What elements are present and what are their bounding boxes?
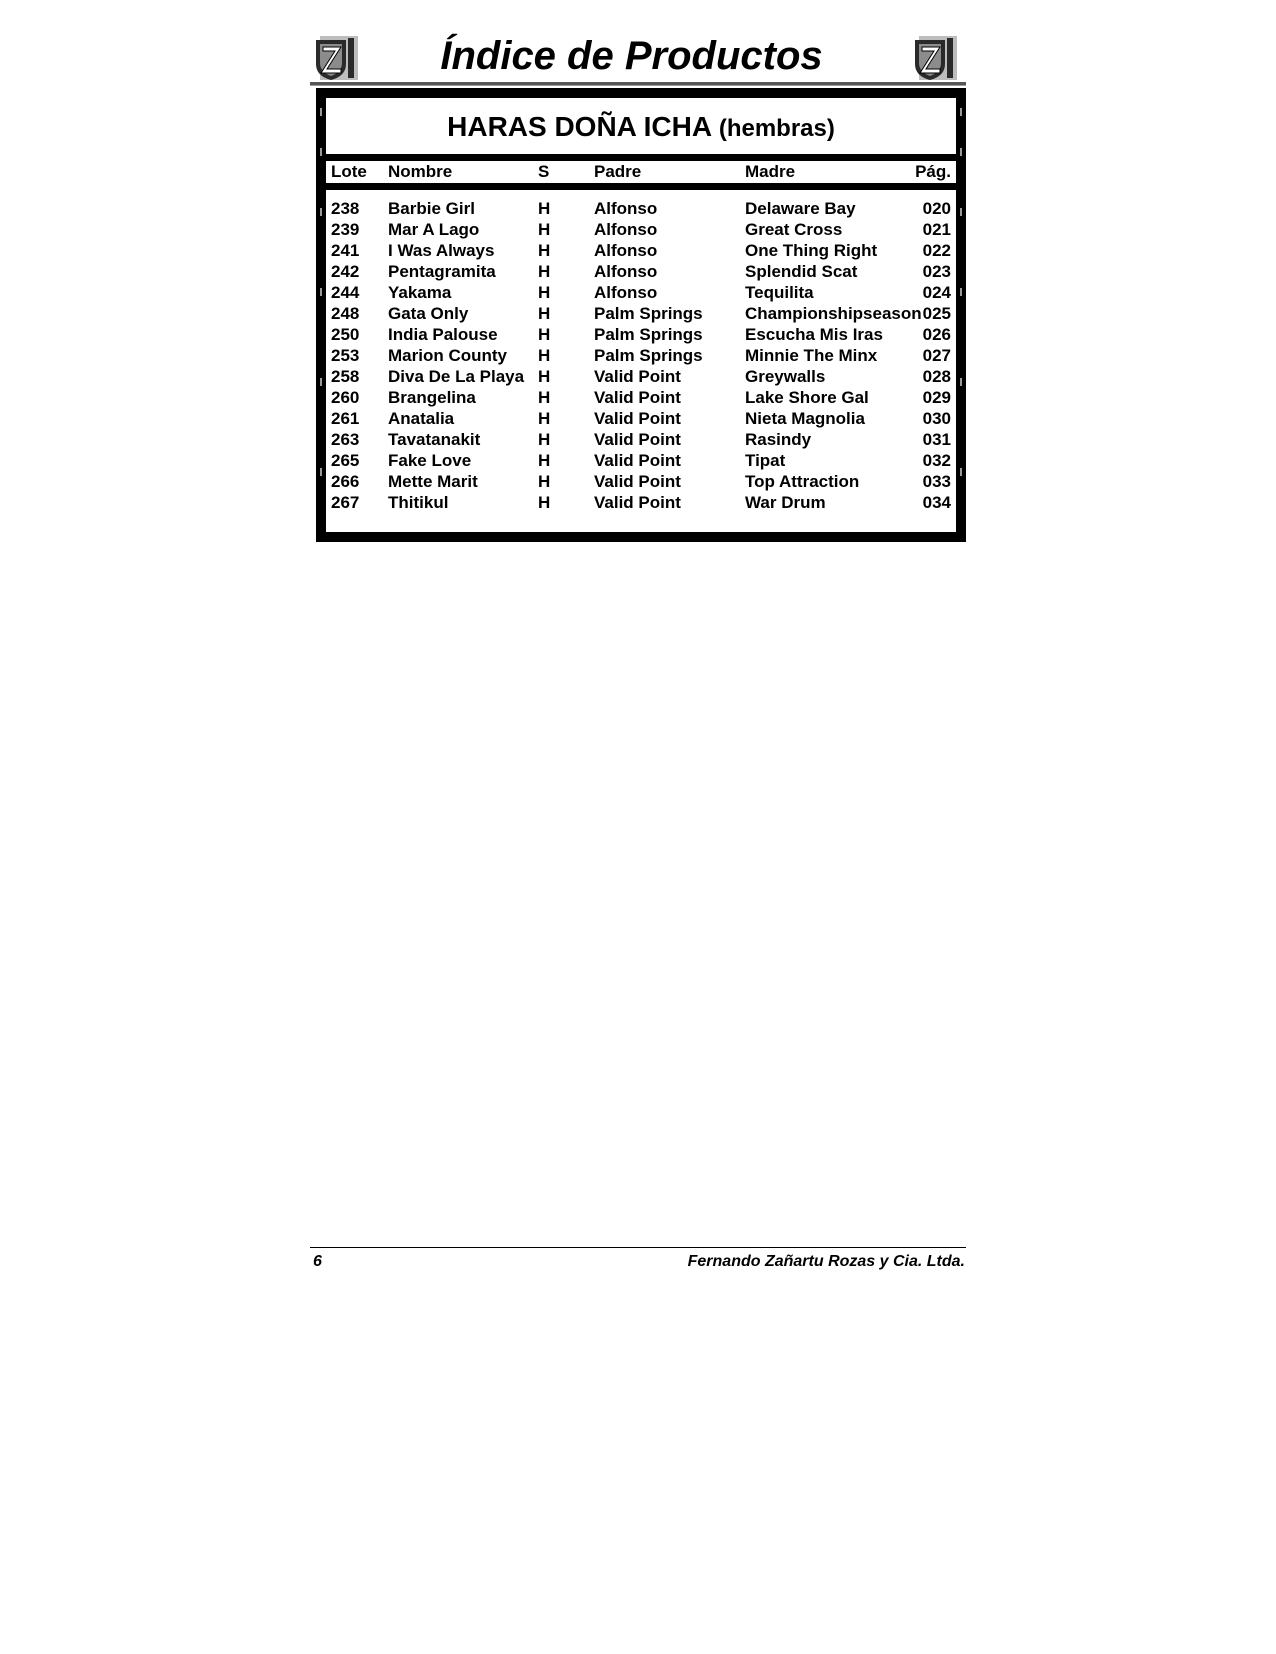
footer-company: Fernando Zañartu Rozas y Cia. Ltda.: [687, 1253, 965, 1270]
cell-lote: 241: [331, 241, 360, 260]
cell-lote: 260: [331, 388, 360, 407]
border-decoration: [960, 468, 962, 476]
cell-padre: Valid Point: [594, 430, 681, 449]
cell-madre: Splendid Scat: [745, 262, 858, 281]
cell-nombre: Mar A Lago: [388, 220, 480, 239]
cell-pagina: 025: [922, 304, 951, 323]
cell-nombre: Tavatanakit: [388, 430, 481, 449]
table-row: [326, 471, 956, 492]
col-header-madre: Madre: [745, 162, 796, 181]
cell-nombre: Yakama: [388, 283, 452, 302]
index-box: [316, 88, 966, 542]
cell-nombre: Mette Marit: [388, 472, 478, 491]
cell-padre: Valid Point: [594, 451, 681, 470]
cell-sexo: H: [538, 388, 551, 407]
cell-nombre: Thitikul: [388, 493, 449, 512]
table-row: [326, 450, 956, 471]
cell-sexo: H: [538, 220, 551, 239]
cell-madre: Lake Shore Gal: [745, 388, 869, 407]
cell-sexo: H: [538, 241, 551, 260]
cell-padre: Palm Springs: [594, 304, 703, 323]
cell-nombre: Marion County: [388, 346, 507, 365]
cell-pagina: 030: [922, 409, 951, 428]
column-header-row: [326, 161, 956, 183]
cell-nombre: Gata Only: [388, 304, 469, 323]
cell-lote: 267: [331, 493, 360, 512]
cell-padre: Alfonso: [594, 283, 658, 302]
table-row: [326, 303, 956, 324]
cell-padre: Valid Point: [594, 409, 681, 428]
cell-madre: Rasindy: [745, 430, 812, 449]
col-header-sexo: S: [538, 162, 550, 181]
cell-lote: 258: [331, 367, 360, 386]
cell-sexo: H: [538, 262, 551, 281]
cell-lote: 263: [331, 430, 360, 449]
cell-nombre: Anatalia: [388, 409, 455, 428]
border-decoration: [960, 378, 962, 386]
cell-pagina: 022: [922, 241, 951, 260]
cell-pagina: 024: [922, 283, 951, 302]
border-decoration: [960, 288, 962, 296]
table-row: [326, 240, 956, 261]
table-row: [326, 408, 956, 429]
cell-sexo: H: [538, 367, 551, 386]
cell-sexo: H: [538, 472, 551, 491]
cell-padre: Alfonso: [594, 199, 658, 218]
col-header-nombre: Nombre: [388, 162, 453, 181]
border-decoration: [960, 148, 962, 156]
cell-nombre: I Was Always: [388, 241, 495, 260]
cell-pagina: 021: [922, 220, 951, 239]
footer-rule: [310, 1247, 966, 1248]
cell-lote: 238: [331, 199, 360, 218]
cell-lote: 244: [331, 283, 360, 302]
shield-z-logo-right: [913, 34, 959, 82]
cell-lote: 266: [331, 472, 360, 491]
table-row: [326, 387, 956, 408]
cell-madre: Greywalls: [745, 367, 826, 386]
cell-padre: Valid Point: [594, 367, 681, 386]
col-header-lote: Lote: [331, 162, 367, 181]
cell-nombre: Diva De La Playa: [388, 367, 525, 386]
cell-padre: Alfonso: [594, 262, 658, 281]
border-decoration: [960, 208, 962, 216]
cell-madre: Tipat: [745, 451, 786, 470]
cell-madre: Delaware Bay: [745, 199, 856, 218]
cell-lote: 242: [331, 262, 360, 281]
border-decoration: [320, 378, 322, 386]
cell-sexo: H: [538, 493, 551, 512]
table-row: [326, 492, 956, 513]
cell-madre: Great Cross: [745, 220, 843, 239]
cell-nombre: Brangelina: [388, 388, 476, 407]
section-title-panel: [326, 98, 956, 154]
cell-madre: Minnie The Minx: [745, 346, 878, 365]
border-decoration: [320, 208, 322, 216]
table-row: [326, 198, 956, 219]
cell-madre: War Drum: [745, 493, 826, 512]
product-table-body: [326, 190, 956, 532]
cell-padre: Valid Point: [594, 388, 681, 407]
cell-nombre: Fake Love: [388, 451, 472, 470]
table-row: [326, 324, 956, 345]
border-decoration: [960, 108, 962, 116]
cell-pagina: 032: [922, 451, 951, 470]
cell-sexo: H: [538, 409, 551, 428]
cell-pagina: 033: [922, 472, 951, 491]
cell-pagina: 026: [922, 325, 951, 344]
cell-lote: 253: [331, 346, 360, 365]
cell-sexo: H: [538, 283, 551, 302]
table-row: [326, 345, 956, 366]
table-row: [326, 429, 956, 450]
table-row: [326, 366, 956, 387]
cell-pagina: 023: [922, 262, 951, 281]
cell-lote: 248: [331, 304, 360, 323]
cell-pagina: 029: [922, 388, 951, 407]
cell-sexo: H: [538, 346, 551, 365]
section-title-text: HARAS DOÑA ICHA: [447, 111, 712, 142]
table-row: [326, 219, 956, 240]
cell-sexo: H: [538, 199, 551, 218]
cell-pagina: 027: [922, 346, 951, 365]
cell-padre: Palm Springs: [594, 346, 703, 365]
header-rule: [310, 82, 966, 86]
cell-padre: Palm Springs: [594, 325, 703, 344]
cell-padre: Alfonso: [594, 220, 658, 239]
cell-madre: Nieta Magnolia: [745, 409, 865, 428]
col-header-pagina: Pág.: [915, 162, 951, 181]
cell-pagina: 034: [922, 493, 951, 512]
cell-sexo: H: [538, 451, 551, 470]
table-row: [326, 282, 956, 303]
cell-pagina: 031: [922, 430, 951, 449]
cell-madre: Escucha Mis Iras: [745, 325, 883, 344]
cell-lote: 239: [331, 220, 360, 239]
cell-madre: Top Attraction: [745, 472, 860, 491]
cell-pagina: 028: [922, 367, 951, 386]
cell-sexo: H: [538, 325, 551, 344]
border-decoration: [320, 108, 322, 116]
cell-sexo: H: [538, 304, 551, 323]
cell-madre: Championshipseason: [745, 304, 922, 323]
border-decoration: [320, 468, 322, 476]
cell-pagina: 020: [922, 199, 951, 218]
cell-nombre: Pentagramita: [388, 262, 496, 281]
cell-madre: Tequilita: [745, 283, 814, 302]
border-decoration: [320, 148, 322, 156]
cell-padre: Valid Point: [594, 472, 681, 491]
table-row: [326, 261, 956, 282]
cell-lote: 250: [331, 325, 360, 344]
cell-padre: Valid Point: [594, 493, 681, 512]
cell-lote: 261: [331, 409, 360, 428]
cell-nombre: India Palouse: [388, 325, 498, 344]
section-subtitle: (hembras): [718, 115, 835, 142]
cell-sexo: H: [538, 430, 551, 449]
col-header-padre: Padre: [594, 162, 642, 181]
cell-nombre: Barbie Girl: [388, 199, 475, 218]
cell-padre: Alfonso: [594, 241, 658, 260]
cell-lote: 265: [331, 451, 360, 470]
page-title: Índice de Productos: [440, 34, 823, 78]
page-number: 6: [313, 1253, 322, 1270]
cell-madre: One Thing Right: [745, 241, 878, 260]
section-title: [447, 111, 835, 145]
border-decoration: [320, 288, 322, 296]
